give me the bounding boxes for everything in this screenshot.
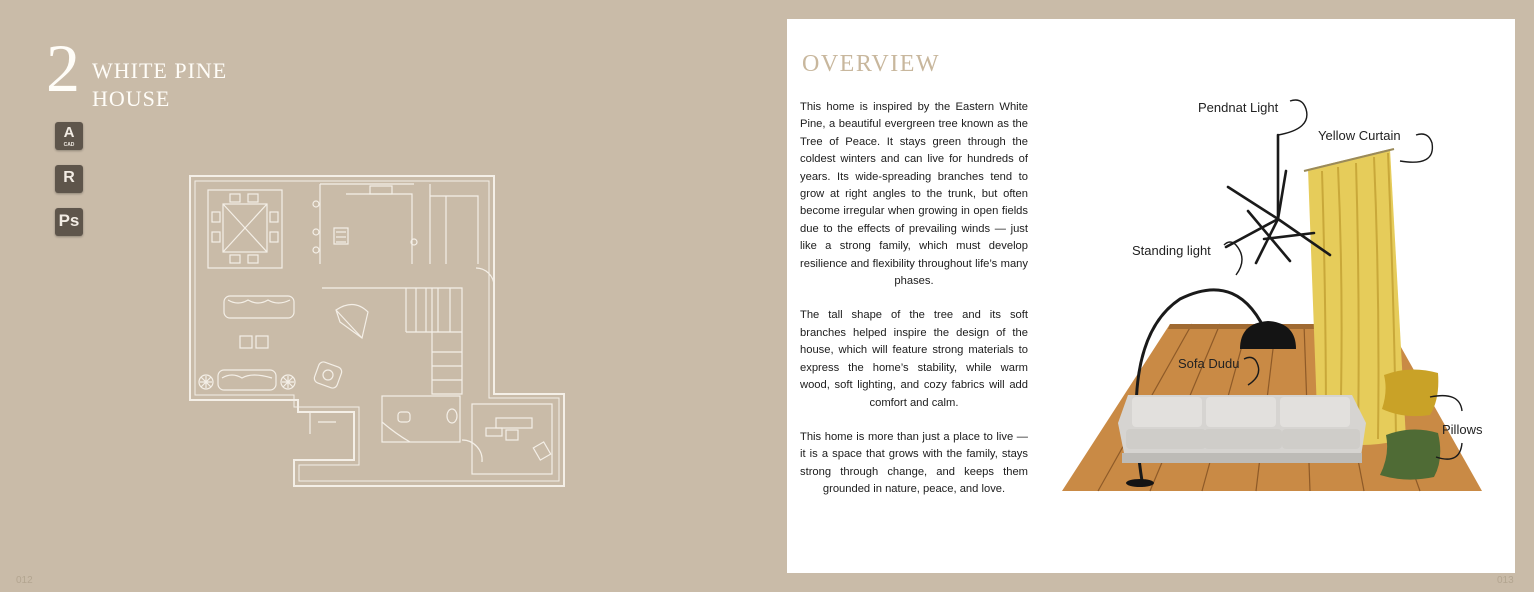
- overview-paragraph-1: This home is inspired by the Eastern White Pine, a beautiful evergreen tree known as the Tree of Peace. It stays green through the coldest winters and can live for hundreds of years. Its wide-spreading branches tend to grow at right angles to the trunk, but often become irregular when growing in open fields due to the effects of prevailing winds — just like a strong family, which must develop resilience and flexibility throughout life’s many phases.: [800, 101, 1028, 288]
- pendant-light-arrow: [1278, 100, 1307, 135]
- left-page-number: 012: [16, 575, 33, 586]
- yellow-curtain-label: Yellow Curtain: [1318, 128, 1401, 143]
- autocad-icon: [55, 122, 83, 150]
- pendant-light-label: Pendnat Light: [1198, 100, 1279, 115]
- project-title-line-2: HOUSE: [92, 86, 171, 111]
- autocad-icon-sub: CAD: [63, 142, 75, 148]
- project-title-line-1: WHITE PINE: [92, 58, 228, 83]
- floor-plan: [186, 172, 570, 492]
- overview-heading: OVERVIEW: [802, 51, 941, 77]
- right-page-number: 013: [1497, 575, 1514, 586]
- photoshop-icon-label: Ps: [58, 211, 80, 230]
- overview-text: [800, 99, 1028, 516]
- right-page: [787, 19, 1515, 573]
- project-title: [92, 57, 227, 113]
- sofa: [1118, 395, 1366, 463]
- standing-light-label: Standing light: [1132, 243, 1211, 258]
- overview-paragraph-2: The tall shape of the tree and its soft branches helped inspire the design of the house, which will feature strong materials to express the home’s stability, while warm wood, soft lighting, and cozy fabrics will add comfort and calm.: [800, 309, 1028, 409]
- moodboard: [1060, 79, 1500, 499]
- project-number: 2: [46, 30, 80, 106]
- pillows-label: Pillows: [1442, 422, 1483, 437]
- revit-icon-label: R: [63, 169, 75, 186]
- yellow-curtain-arrow: [1400, 134, 1432, 162]
- sofa-label: Sofa Dudu: [1178, 356, 1240, 371]
- photoshop-icon: [55, 208, 83, 236]
- overview-paragraph-3: This home is more than just a place to live — it is a space that grows with the family, stays strong through change, and keeps them grounded in nature, peace, and love.: [800, 430, 1028, 496]
- autocad-icon-label: A: [63, 124, 75, 141]
- revit-icon: [55, 165, 83, 193]
